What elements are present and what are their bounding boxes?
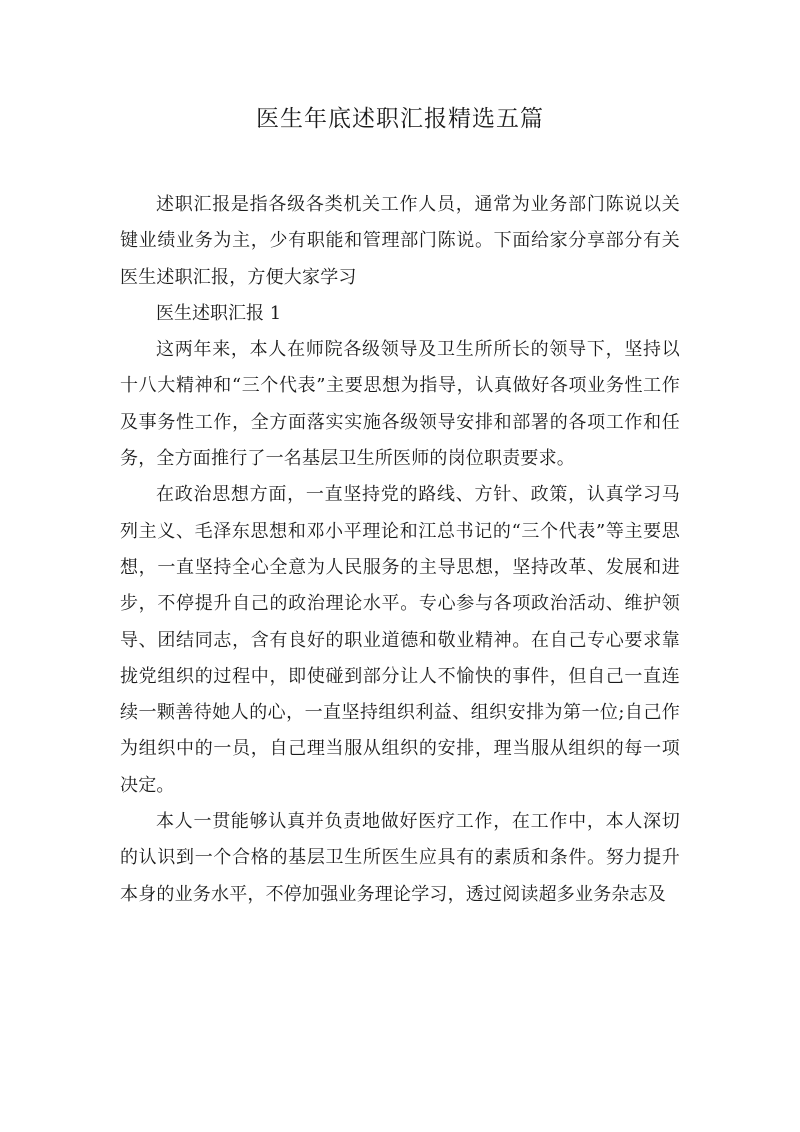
document-body [120, 187, 680, 913]
body-paragraph: 本人一贯能够认真并负责地做好医疗工作，在工作中，本人深切的认识到一个合格的基层卫生所医生应具有的素质和条件。努力提升本身的业务水平，不停加强业务理论学习，透过阅读超多业务杂志及 [120, 811, 680, 905]
body-paragraph: 这两年来，本人在师院各级领导及卫生所所长的领导下，坚持以十八大精神和“三个代表”主要思想为指导，认真做好各项业务性工作及事务性工作，全方面落实实施各级领导安排和部署的各项工作和任务，全方面推行了一名基层卫生所医师的岗位职责要求。 [120, 339, 680, 470]
body-paragraph: 在政治思想方面，一直坚持党的路线、方针、政策，认真学习马列主义、毛泽东思想和邓小平理论和江总书记的“三个代表”等主要思想，一直坚持全心全意为人民服务的主导思想，坚持改革、发展和进步，不停提升自己的政治理论水平。专心参与各项政治活动、维护领导、团结同志，含有良好的职业道德和敬业精神。在自己专心要求靠拢党组织的过程中，即使碰到部分让人不愉快的事件，但自己一直连续一颗善待她人的心，一直坚持组织利益、组织安排为第一位;自己作为组织中的一员，自己理当服从组织的安排，理当服从组织的每一项决定。 [120, 484, 680, 796]
document-page [120, 0, 680, 913]
section-heading: 医生述职汇报 1 [156, 302, 282, 324]
document-title: 医生年底述职汇报精选五篇 [256, 106, 544, 132]
intro-paragraph: 述职汇报是指各级各类机关工作人员，通常为业务部门陈说以关键业绩业务为主，少有职能和管理部门陈说。下面给家分享部分有关医生述职汇报，方便大家学习 [120, 194, 680, 288]
